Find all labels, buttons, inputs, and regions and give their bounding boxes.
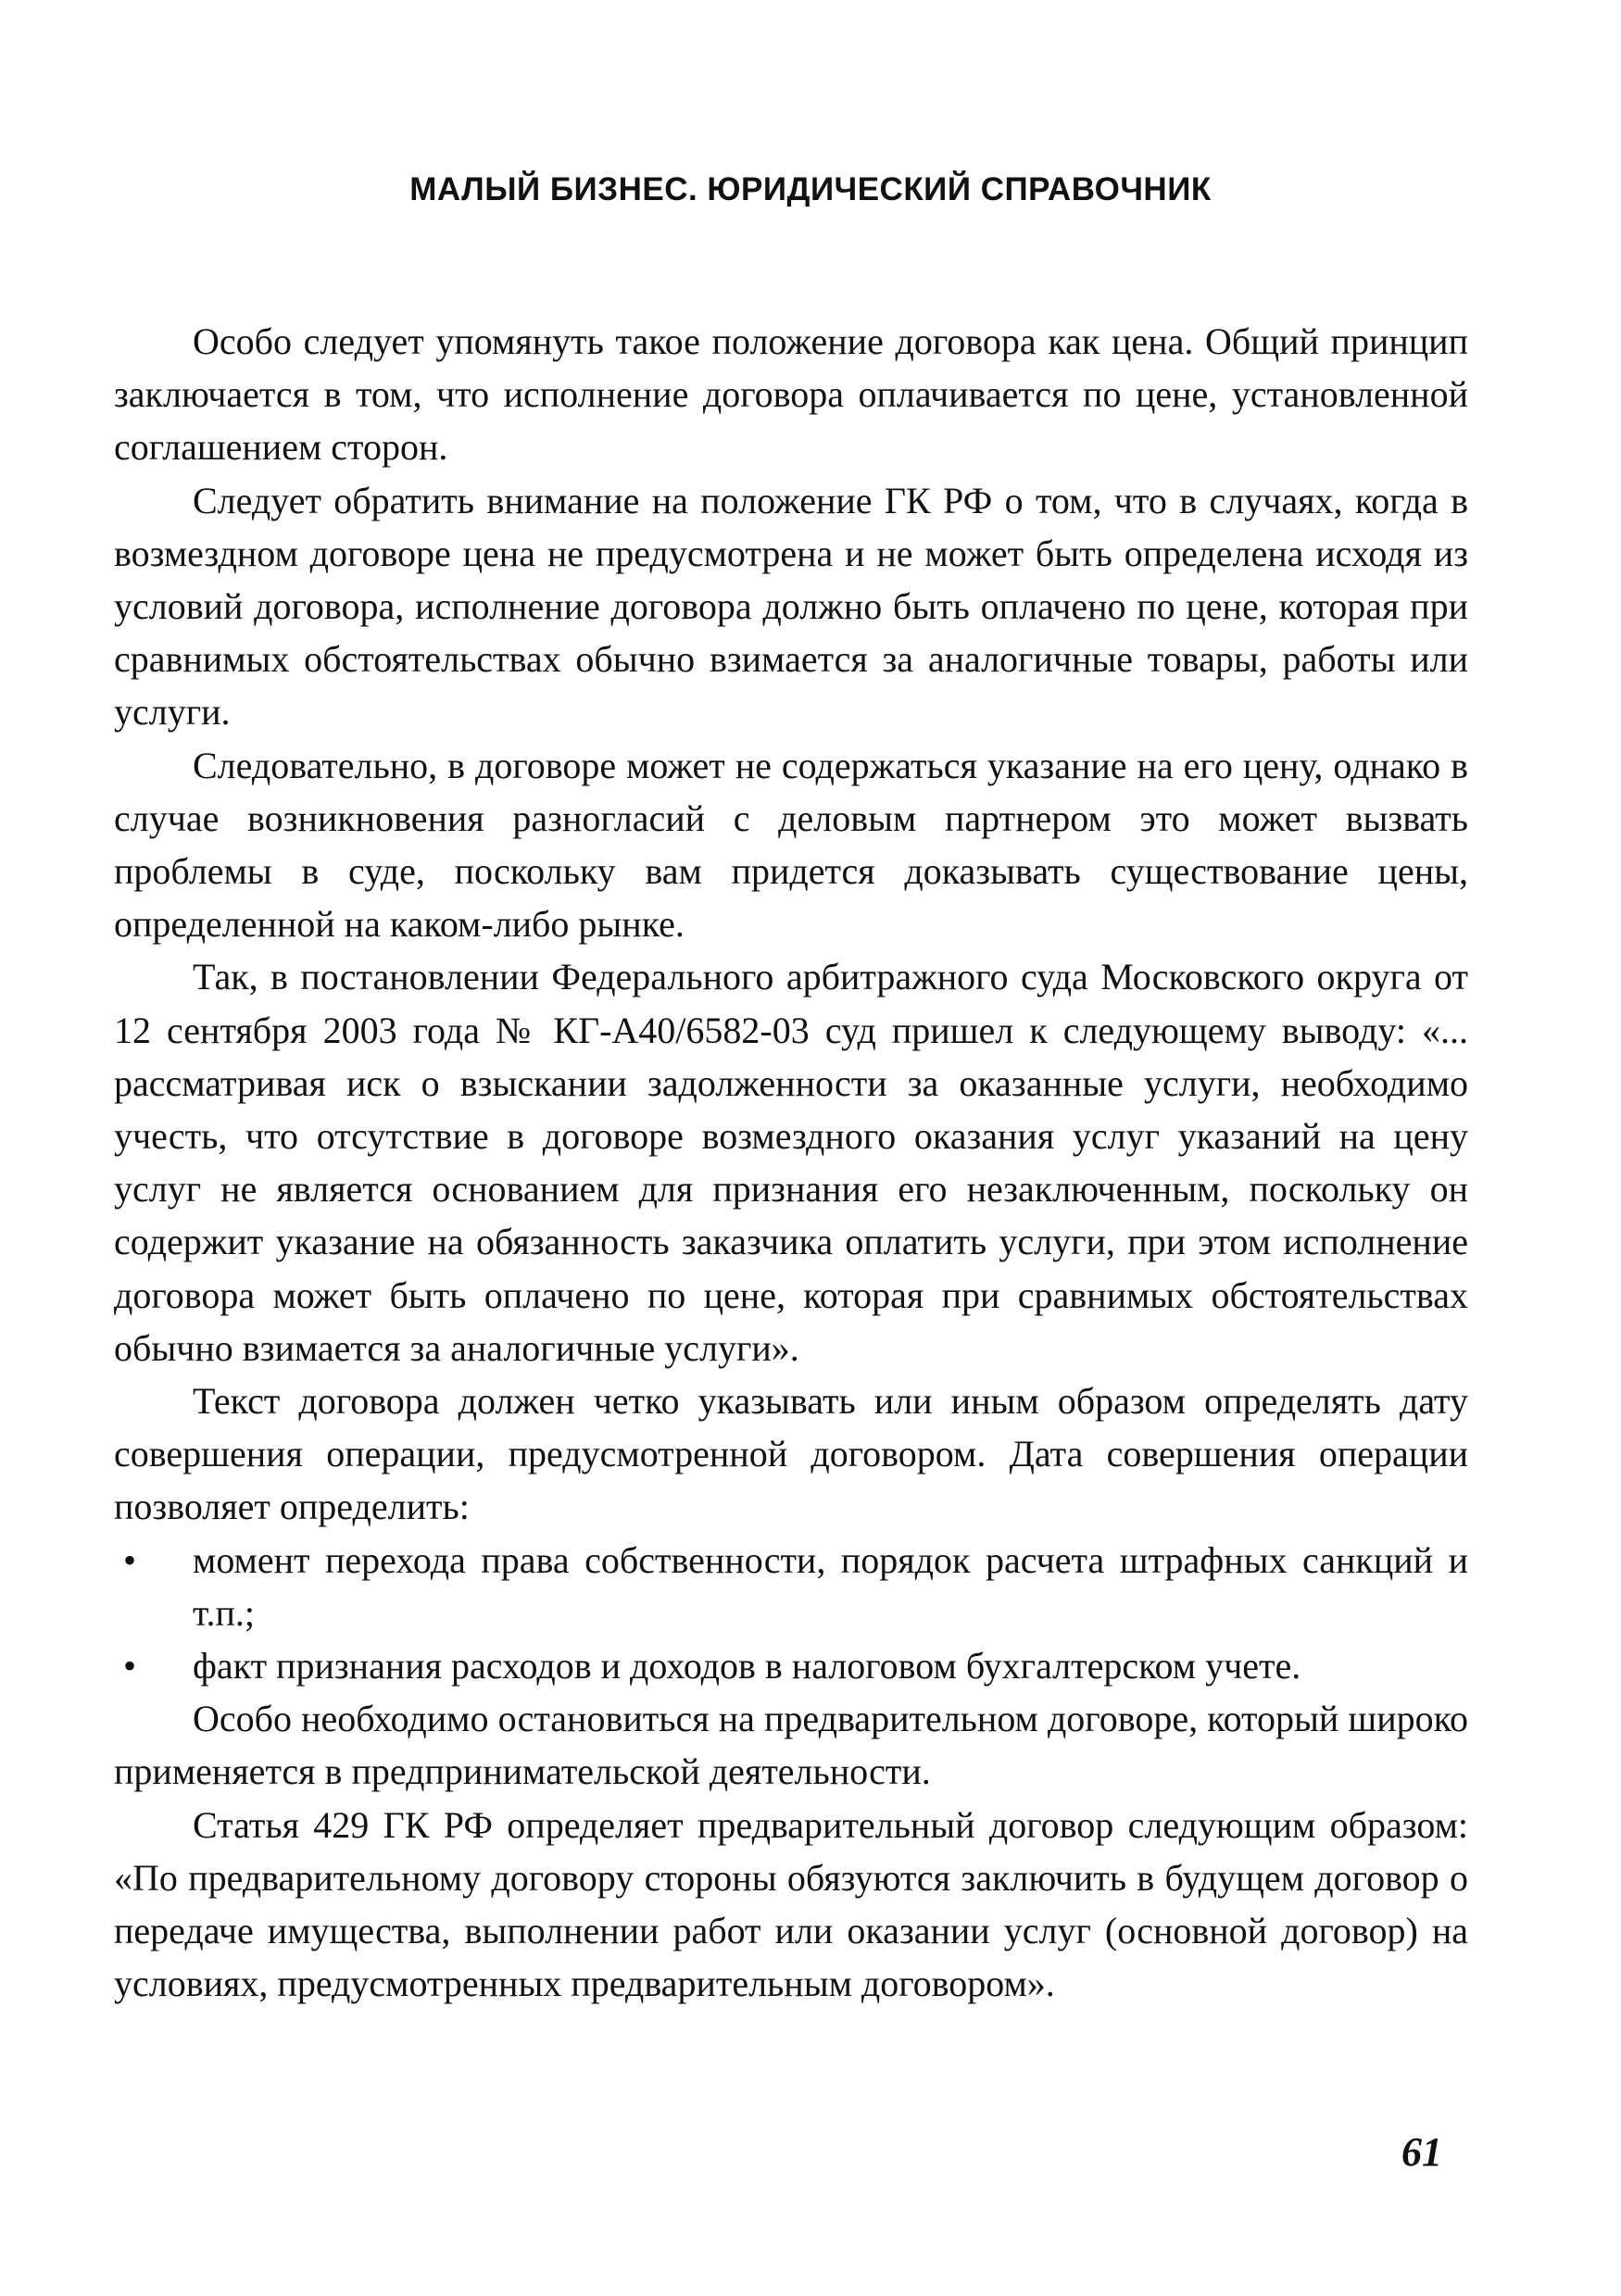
list-item bbox=[114, 1534, 1468, 1639]
page-number: 61 bbox=[1401, 2129, 1442, 2175]
paragraph-gk-rule: Следует обратить внимание на положение ГК РФ о том, что в случаях, когда в возмездном договоре цена не предусмотрена и не может быть определена исходя из условий договора, исполнение договора должно быть оплачено по цене, которая при сравнимых обстоятельствах обычно взимается за аналогичные товары, работы или услуги. bbox=[114, 479, 1468, 734]
list-item-text: момент перехода права собственности, порядок расчета штрафных санкций и т.п.; bbox=[193, 1538, 1468, 1634]
paragraph-article-429: Статья 429 ГК РФ определяет предварительный договор следующим образом: «По предварительному договору стороны обязуются заключить в будущем договор о передаче имущества, выполнении работ или оказании услуг (основной договор) на условиях, предусмотренных предварительным договором». bbox=[114, 1803, 1468, 2005]
paragraph-court-ruling: Так, в постановлении Федерального арбитражного суда Московского округа от 12 сентября 2003 года № КГ-А40/6582-03 суд пришел к следующему выводу: «... рассматривая иск о взыскании задолженности за оказанные услуги, необходимо учесть, что отсутствие в договоре возмездного оказания услуг указаний на цену услуг не является основанием для признания его незаключенным, поскольку он содержит указание на обязанность заказчика оплатить услуги, при этом исполнение договора может быть оплачено по цене, которая при сравнимых обстоятельствах обычно взимается за аналогичные услуги». bbox=[114, 956, 1468, 1369]
paragraph-consequence: Следовательно, в договоре может не содержаться указание на его цену, однако в случае возникновения разногласий с деловым партнером это может вызвать проблемы в суде, поскольку вам придется доказывать существование цены, определенной на каком-либо рынке. bbox=[114, 744, 1468, 946]
paragraph-price: Особо следует упомянуть такое положение договора как цена. Общий принцип заключается в том, что исполнение договора оплачивается по цене, установленной соглашением сторон. bbox=[114, 320, 1468, 469]
paragraph-operation-date: Текст договора должен четко указывать или иным образом определять дату совершения операции, предусмотренной договором. Дата совершения операции позволяет определить: bbox=[114, 1380, 1468, 1528]
bullet-list bbox=[114, 1534, 1468, 1693]
running-header: МАЛЫЙ БИЗНЕС. ЮРИДИЧЕСКИЙ СПРАВОЧНИК bbox=[409, 171, 1212, 207]
bullet-icon: • bbox=[123, 1538, 137, 1581]
paragraph-preliminary-contract: Особо необходимо остановиться на предварительном договоре, который широко применяется в предпринимательской деятельности. bbox=[114, 1698, 1468, 1793]
body-text bbox=[114, 315, 1468, 2011]
list-item-text: факт признания расходов и доходов в налоговом бухгалтерском учете. bbox=[193, 1645, 1301, 1687]
list-item bbox=[114, 1639, 1468, 1692]
bullet-icon: • bbox=[123, 1645, 137, 1687]
